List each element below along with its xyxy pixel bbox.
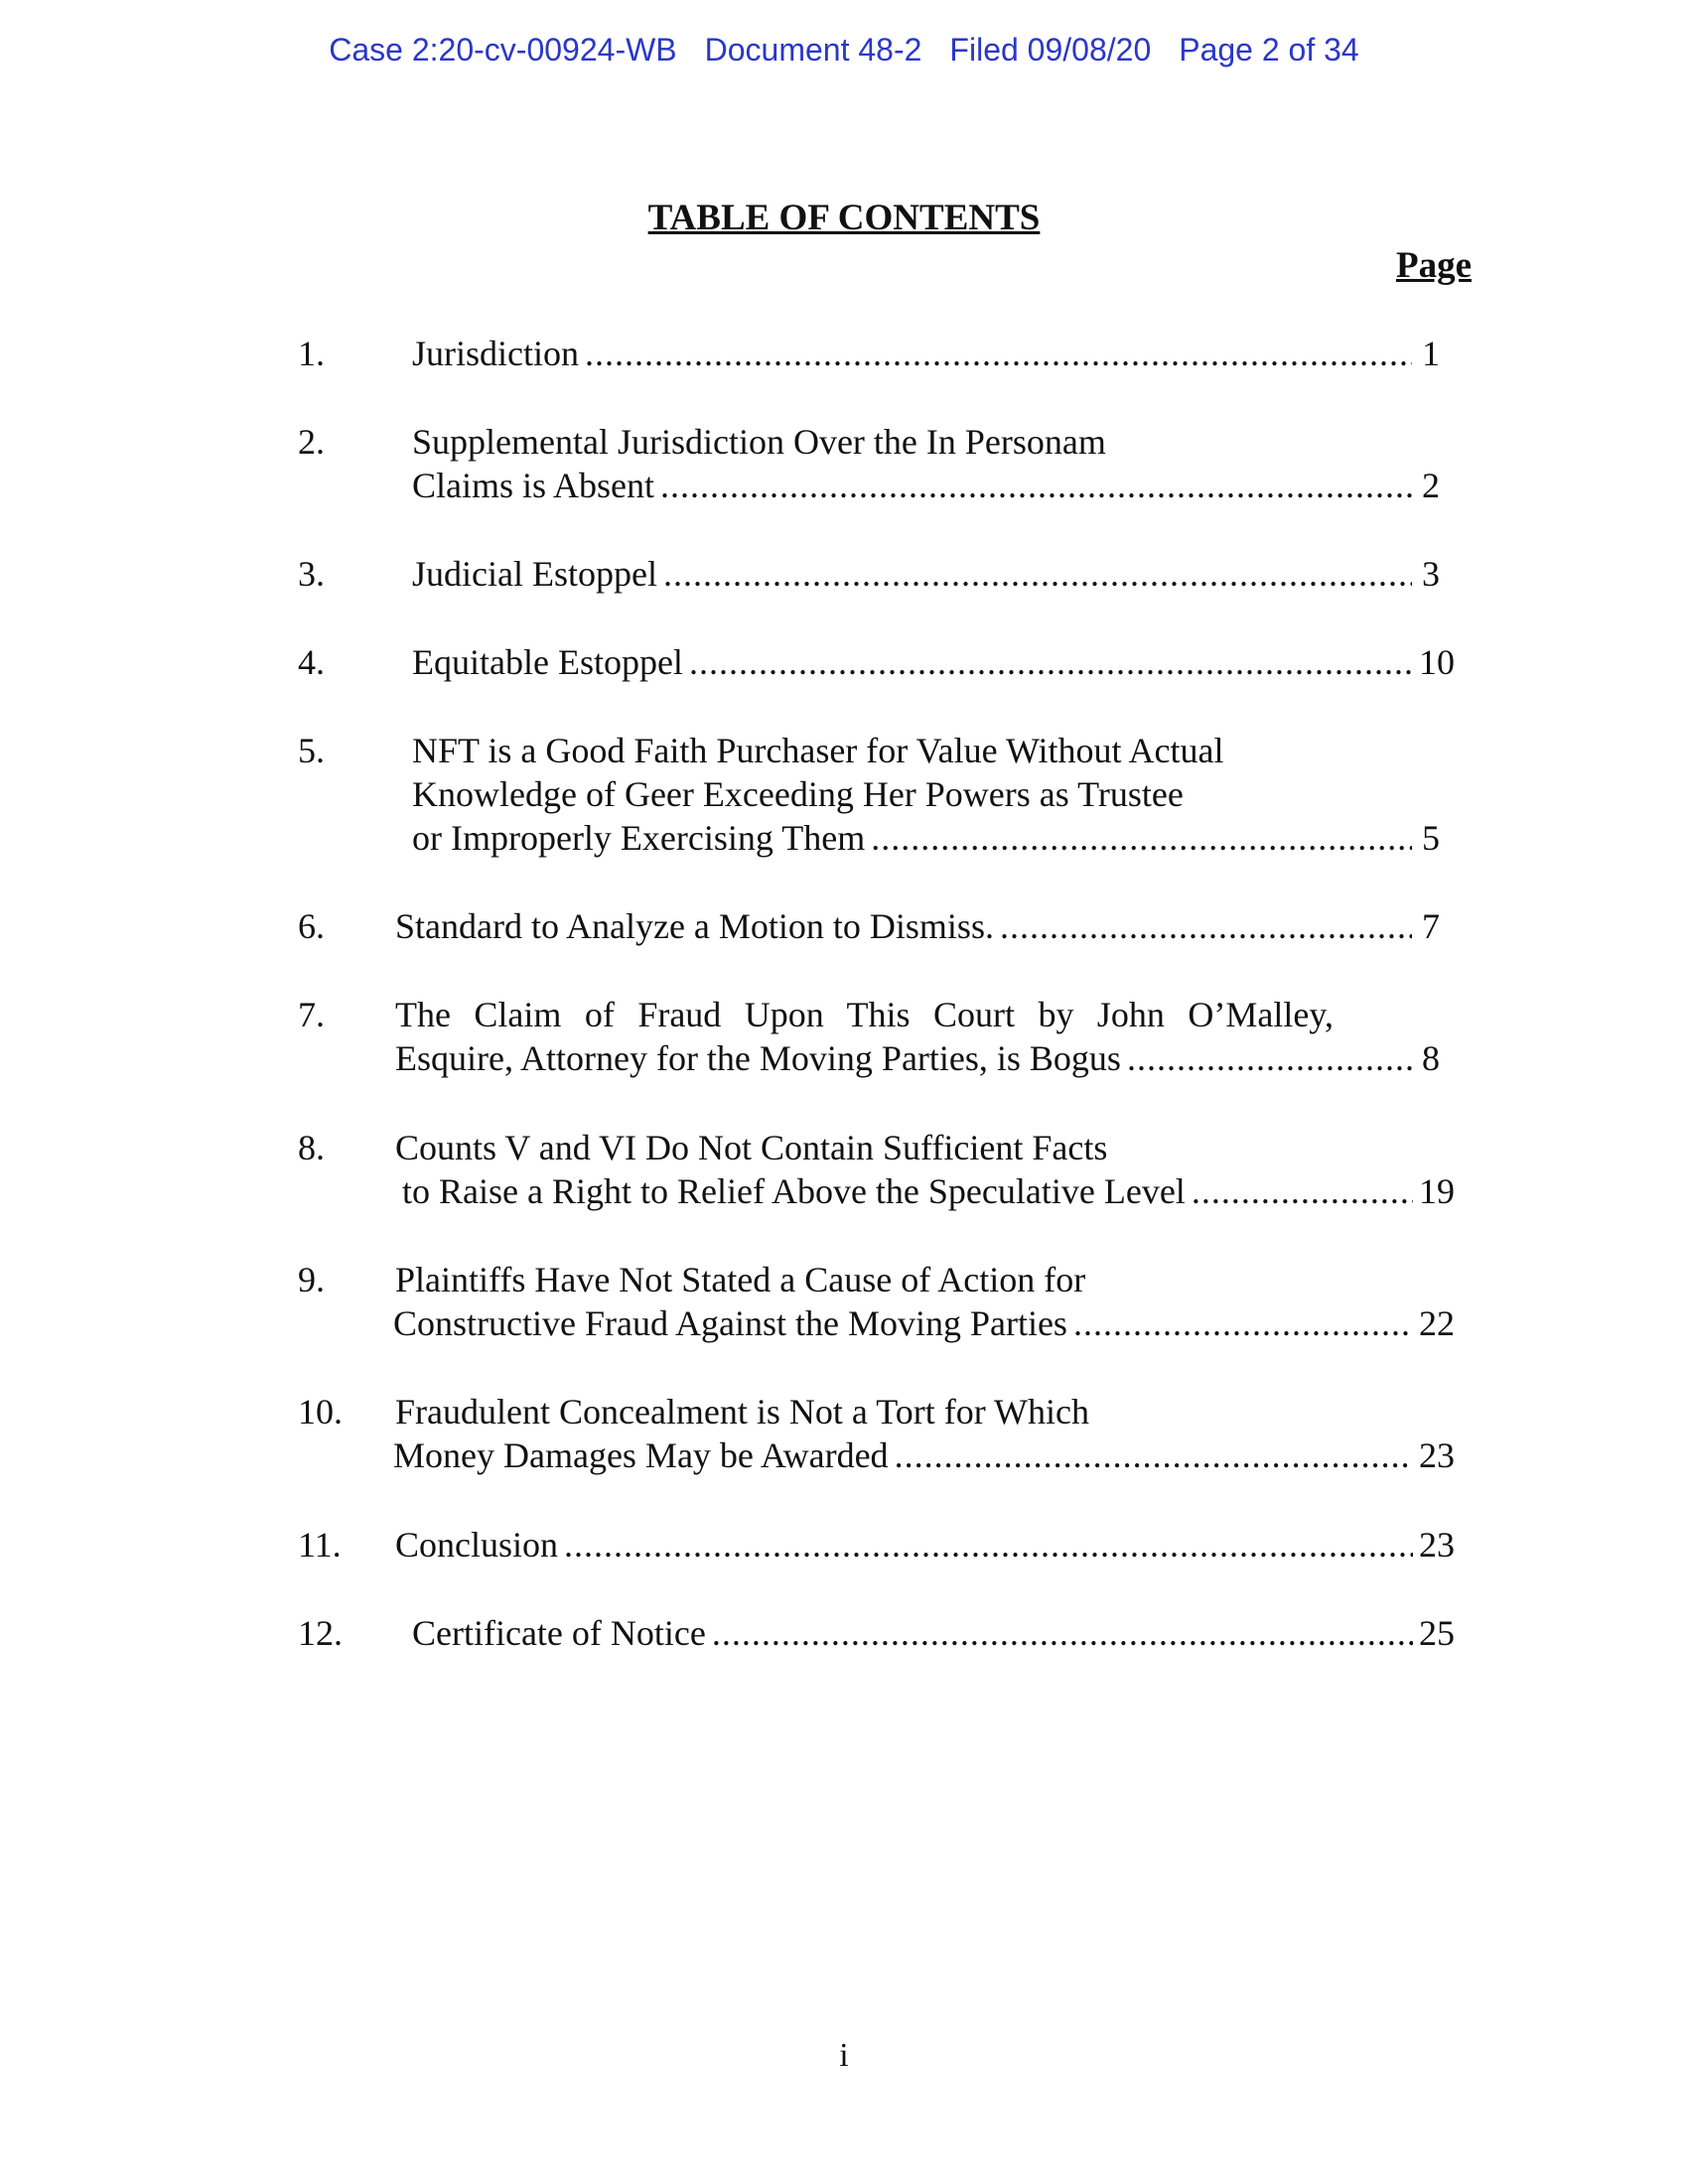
- filed-date: Filed 09/08/20: [949, 32, 1152, 68]
- toc-entry-page: 7: [1422, 906, 1440, 946]
- toc-entry-text: NFT is a Good Faith Purchaser for Value Without Actual: [412, 731, 1224, 770]
- toc-entry-number: 8.: [298, 1128, 325, 1167]
- toc-entry-page: 2: [1422, 466, 1440, 505]
- dot-leader: [871, 817, 1412, 859]
- toc-entry-text: Plaintiffs Have Not Stated a Cause of Action for: [395, 1260, 1086, 1299]
- toc-entry-page: 1: [1422, 334, 1440, 373]
- document-number: Document 48-2: [704, 32, 922, 68]
- page-of-pages: Page 2 of 34: [1179, 32, 1359, 68]
- toc-entry-number: 6.: [298, 906, 325, 946]
- toc-entry-number: 1.: [298, 334, 325, 373]
- toc-entry-text: Certificate of Notice: [412, 1613, 706, 1653]
- toc-entry-number: 12.: [298, 1613, 343, 1653]
- toc-entry-page: 8: [1422, 1038, 1440, 1078]
- toc-entry-text: Claims is Absent: [412, 466, 655, 505]
- toc-entry-page: 23: [1419, 1525, 1455, 1565]
- toc-entry-page: 3: [1422, 554, 1440, 594]
- toc-entry-text: Constructive Fraud Against the Moving Parties: [393, 1303, 1067, 1343]
- toc-entry-page: 22: [1419, 1303, 1455, 1343]
- footer-page-number: i: [839, 2037, 849, 2074]
- toc-entry-text: Counts V and VI Do Not Contain Sufficient Facts: [395, 1128, 1108, 1167]
- toc-entry-text: Esquire, Attorney for the Moving Parties, is Bogus: [395, 1038, 1121, 1078]
- toc-entry-text: Equitable Estoppel: [412, 642, 683, 682]
- toc-entry-text: Jurisdiction: [412, 334, 579, 373]
- dot-leader: [712, 1612, 1413, 1654]
- toc-entry-text: Conclusion: [395, 1525, 559, 1565]
- toc-entry-number: 11.: [298, 1525, 342, 1565]
- toc-entry-number: 9.: [298, 1260, 325, 1299]
- page-column-label: Page: [1395, 245, 1472, 286]
- toc-entry-text: Judicial Estoppel: [412, 554, 657, 594]
- dot-leader: [1192, 1170, 1413, 1212]
- toc-entry-page: 10: [1419, 642, 1455, 682]
- toc-entry-text: Supplemental Jurisdiction Over the In Personam: [412, 422, 1106, 462]
- dot-leader: [585, 333, 1412, 374]
- toc-entry-text: Knowledge of Geer Exceeding Her Powers as Trustee: [412, 774, 1184, 814]
- toc-entry-page: 5: [1422, 818, 1440, 858]
- dot-leader: [564, 1524, 1413, 1566]
- toc-entry-number: 10.: [298, 1392, 343, 1432]
- toc-entry-number: 5.: [298, 731, 325, 770]
- dot-leader: [1073, 1302, 1413, 1344]
- dot-leader: [1127, 1037, 1412, 1079]
- toc-entry-text: to Raise a Right to Relief Above the Speculative Level: [402, 1171, 1186, 1211]
- toc-entry-page: 25: [1419, 1613, 1455, 1653]
- toc-entry-number: 7.: [298, 995, 325, 1034]
- toc-entry-number: 4.: [298, 642, 325, 682]
- toc-entry-page: 19: [1419, 1171, 1455, 1211]
- toc-entry-text: Money Damages May be Awarded: [393, 1435, 889, 1475]
- toc-entry-number: 2.: [298, 422, 325, 462]
- page-title: TABLE OF CONTENTS: [647, 198, 1041, 238]
- dot-leader: [1000, 905, 1412, 947]
- dot-leader: [663, 553, 1412, 595]
- toc-entry-text: The Claim of Fraud Upon This Court by John O’Malley,: [395, 995, 1334, 1034]
- dot-leader: [660, 465, 1412, 506]
- toc-entry-text: Fraudulent Concealment is Not a Tort for Which: [395, 1392, 1089, 1432]
- toc-entry-page: 23: [1419, 1435, 1455, 1475]
- toc-entry-text: Standard to Analyze a Motion to Dismiss.: [395, 906, 994, 946]
- case-number: Case 2:20-cv-00924-WB: [329, 32, 677, 68]
- toc-entry-number: 3.: [298, 554, 325, 594]
- dot-leader: [689, 641, 1413, 683]
- dot-leader: [895, 1434, 1413, 1476]
- toc-entry-text: or Improperly Exercising Them: [412, 818, 866, 858]
